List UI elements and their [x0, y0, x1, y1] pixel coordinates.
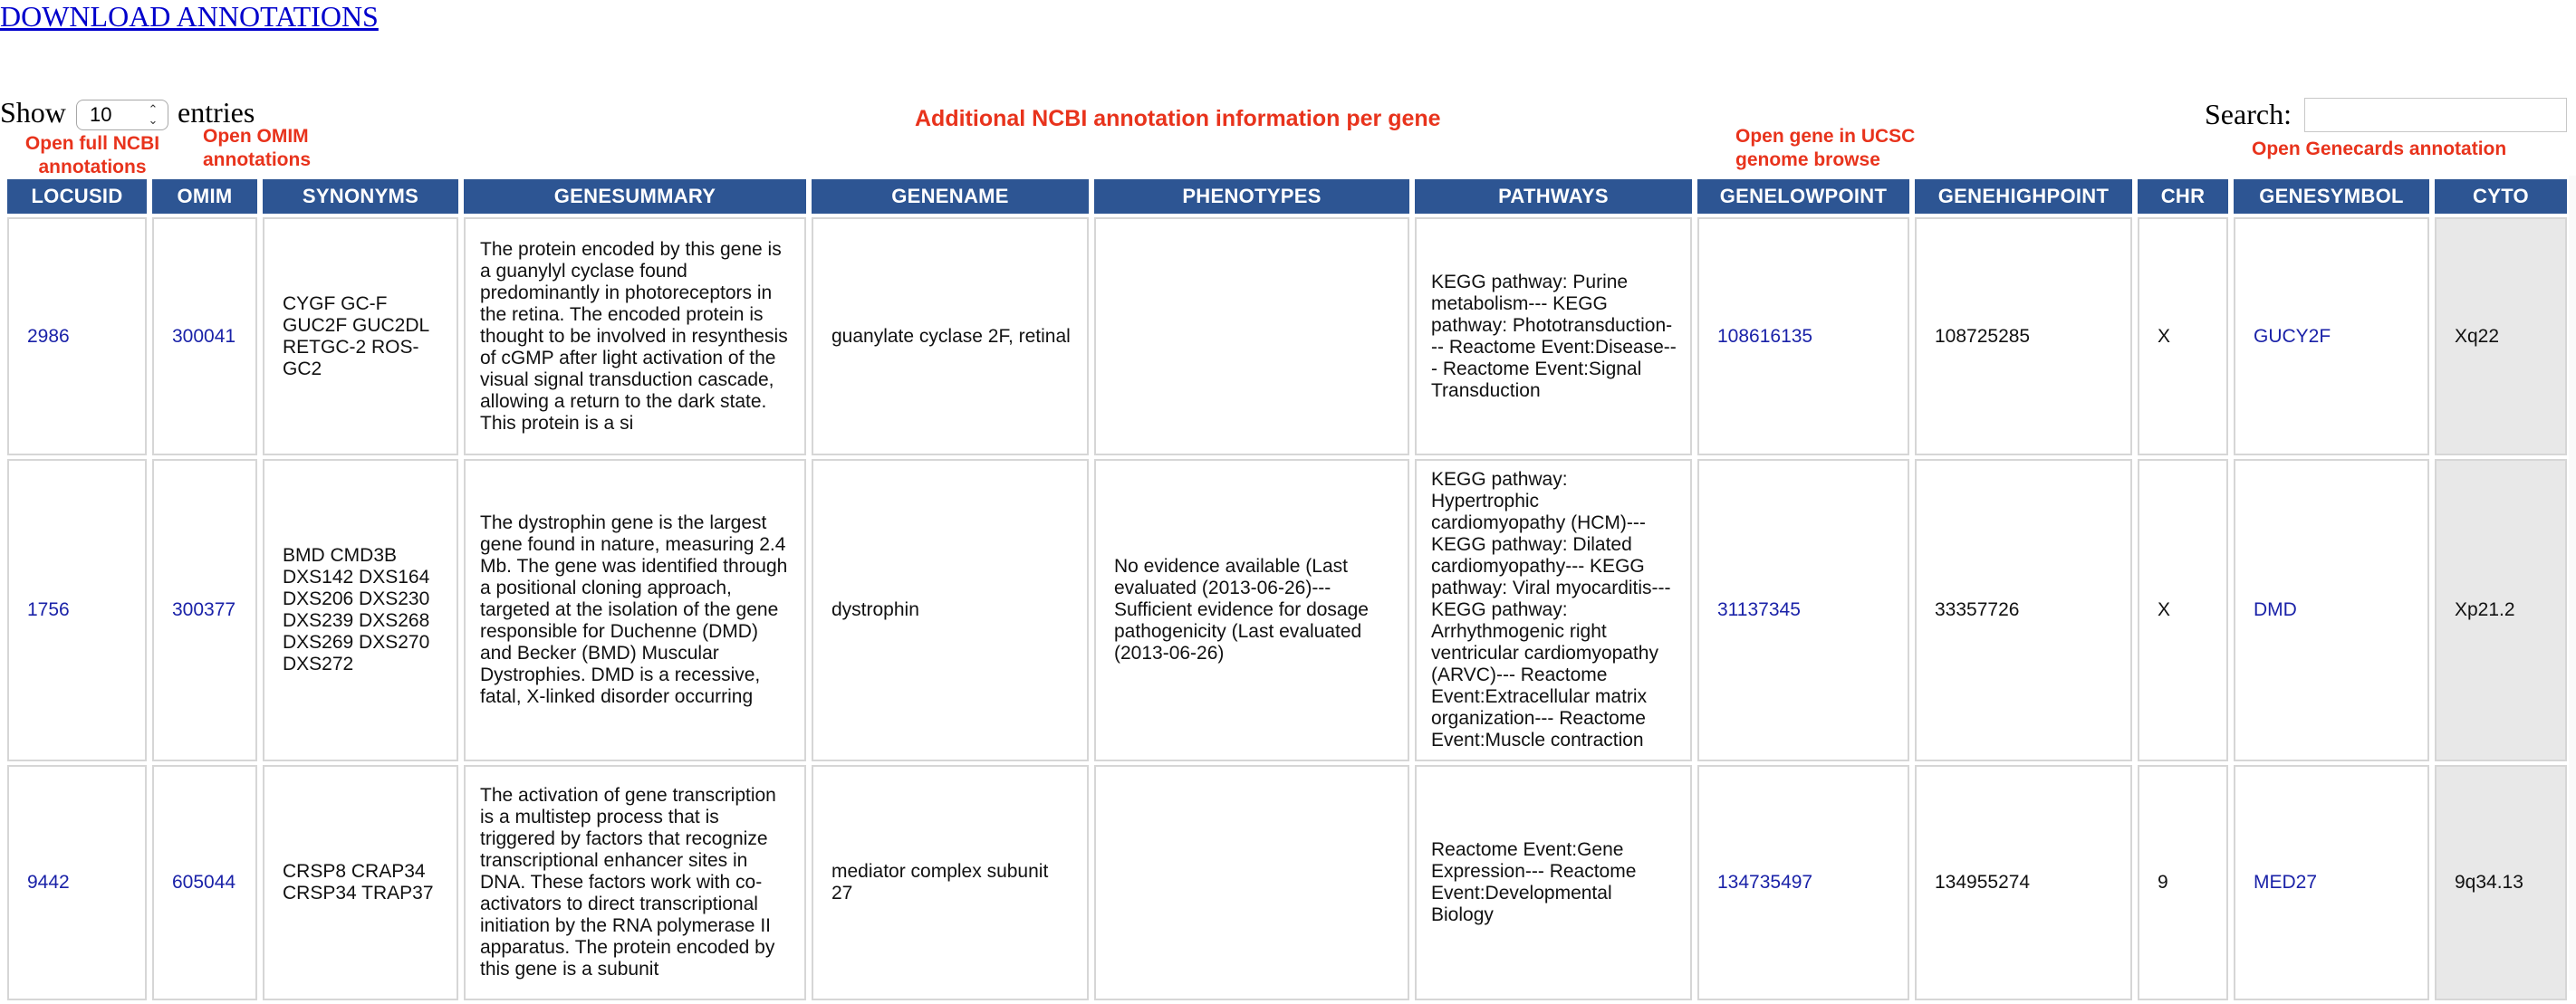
genecards-annotation-note: Open Genecards annotation [2252, 139, 2507, 159]
pathways-cell: KEGG pathway: Hypertrophic cardiomyopathy (HCM)--- KEGG pathway: Dilated cardiomyopathy--- KEGG pathway: Viral myocarditis--- KEGG pathway: Arrhythmogenic right ventricular cardiomyopathy (ARVC)--- Reactome Event:Extracellular matrix organization--- Reactome Event:Muscle contraction [1415, 459, 1692, 761]
ncbi-annotation-note: Open full NCBI annotations [24, 133, 160, 177]
column-header-synonyms[interactable]: SYNONYMS [263, 179, 458, 214]
search-input[interactable] [2304, 98, 2567, 132]
locusid-link[interactable]: 1756 [7, 459, 147, 761]
omim-link[interactable]: 605044 [152, 765, 257, 1000]
chr-cell: X [2138, 217, 2228, 455]
table-row [7, 459, 2567, 761]
column-header-chr[interactable]: CHR [2138, 179, 2228, 214]
genesummary-cell: The dystrophin gene is the largest gene found in nature, measuring 2.4 Mb. The gene was identified through a positional cloning approach, targeted at the isolation of the gene responsible for Duchenne (DMD) and Becker (BMD) Muscular Dystrophies. DMD is a recessive, fatal, X-linked disorder occurring [464, 459, 806, 761]
column-header-genehighpoint[interactable]: GENEHIGHPOINT [1915, 179, 2132, 214]
cyto-cell: Xq22 [2435, 217, 2567, 455]
cyto-cell: 9q34.13 [2435, 765, 2567, 1000]
genelowpoint-link[interactable]: 31137345 [1697, 459, 1909, 761]
gene-table-container [2, 176, 2569, 1004]
genehighpoint-cell: 33357726 [1915, 459, 2132, 761]
synonyms-cell: BMD CMD3B DXS142 DXS164 DXS206 DXS230 DXS239 DXS268 DXS269 DXS270 DXS272 [263, 459, 458, 761]
chr-cell: 9 [2138, 765, 2228, 1000]
table-title-note: Additional NCBI annotation information per gene [915, 106, 1441, 131]
column-header-pathways[interactable]: PATHWAYS [1415, 179, 1692, 214]
column-header-phenotypes[interactable]: PHENOTYPES [1094, 179, 1409, 214]
genesummary-cell: The protein encoded by this gene is a guanylyl cyclase found predominantly in photoreceptors in the retina. The encoded protein is thought to be involved in resynthesis of cGMP after light activation of the visual signal transduction cascade, allowing a return to the dark state. This protein is a si [464, 217, 806, 455]
column-header-genelowpoint[interactable]: GENELOWPOINT [1697, 179, 1909, 214]
genename-cell: guanylate cyclase 2F, retinal [812, 217, 1089, 455]
genesymbol-link[interactable]: MED27 [2234, 765, 2429, 1000]
omim-link[interactable]: 300377 [152, 459, 257, 761]
genesummary-cell: The activation of gene transcription is a multistep process that is triggered by factors that recognize transcriptional enhancer sites in DNA. These factors work with co-activators to direct transcriptional initiation by the RNA polymerase II apparatus. The protein encoded by this gene is a subunit [464, 765, 806, 1000]
column-header-cyto[interactable]: CYTO [2435, 179, 2567, 214]
genelowpoint-link[interactable]: 134735497 [1697, 765, 1909, 1000]
show-label: Show [0, 96, 66, 129]
scrollbar-track[interactable] [2569, 176, 2576, 990]
genehighpoint-cell: 108725285 [1915, 217, 2132, 455]
entries-select-value: 10 [90, 103, 112, 126]
locusid-link[interactable]: 9442 [7, 765, 147, 1000]
table-row [7, 217, 2567, 455]
genesymbol-link[interactable]: GUCY2F [2234, 217, 2429, 455]
table-header-row [7, 179, 2567, 214]
cyto-cell: Xp21.2 [2435, 459, 2567, 761]
genesymbol-link[interactable]: DMD [2234, 459, 2429, 761]
pathways-cell: KEGG pathway: Purine metabolism--- KEGG pathway: Phototransduction--- Reactome Event:Disease--- Reactome Event:Signal Transduction [1415, 217, 1692, 455]
entries-select[interactable] [76, 100, 168, 130]
column-header-omim[interactable]: OMIM [152, 179, 257, 214]
synonyms-cell: CYGF GC-F GUC2F GUC2DL RETGC-2 ROS-GC2 [263, 217, 458, 455]
phenotypes-cell [1094, 765, 1409, 1000]
table-row [7, 765, 2567, 1000]
phenotypes-cell: No evidence available (Last evaluated (2013-06-26)--- Sufficient evidence for dosage pathogenicity (Last evaluated (2013-06-26) [1094, 459, 1409, 761]
genename-cell: mediator complex subunit 27 [812, 765, 1089, 1000]
genelowpoint-link[interactable]: 108616135 [1697, 217, 1909, 455]
ucsc-browser-note: Open gene in UCSC genome browse [1735, 126, 1916, 170]
entries-label: entries [178, 96, 255, 129]
pathways-cell: Reactome Event:Gene Expression--- Reactome Event:Developmental Biology [1415, 765, 1692, 1000]
column-header-locusid[interactable]: LOCUSID [7, 179, 147, 214]
column-header-genesummary[interactable]: GENESUMMARY [464, 179, 806, 214]
updown-chevron-icon: ⌃ ⌄ [148, 102, 159, 127]
chr-cell: X [2138, 459, 2228, 761]
download-annotations-link[interactable]: DOWNLOAD ANNOTATIONS [0, 0, 379, 33]
omim-link[interactable]: 300041 [152, 217, 257, 455]
gene-annotation-table [2, 176, 2572, 1004]
omim-annotation-note: Open OMIM annotations [203, 126, 311, 170]
column-header-genename[interactable]: GENENAME [812, 179, 1089, 214]
search-label: Search: [2205, 98, 2292, 130]
synonyms-cell: CRSP8 CRAP34 CRSP34 TRAP37 [263, 765, 458, 1000]
genename-cell: dystrophin [812, 459, 1089, 761]
column-header-genesymbol[interactable]: GENESYMBOL [2234, 179, 2429, 214]
locusid-link[interactable]: 2986 [7, 217, 147, 455]
phenotypes-cell [1094, 217, 1409, 455]
genehighpoint-cell: 134955274 [1915, 765, 2132, 1000]
